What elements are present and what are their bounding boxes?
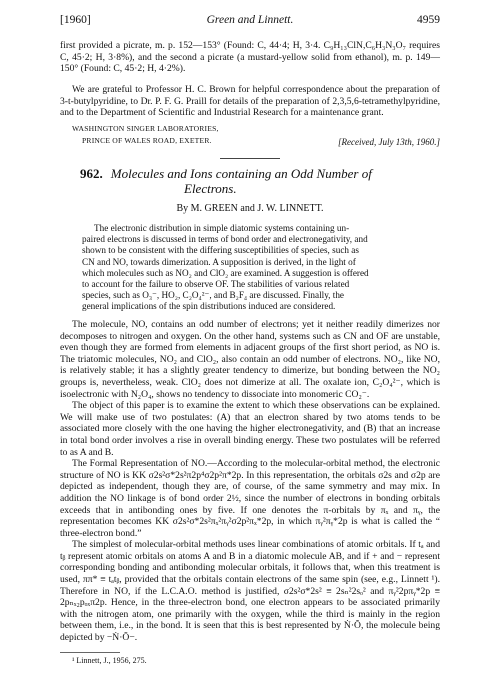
body-text <box>60 319 440 644</box>
body-paragraph: The object of this paper is to examine the extent to which these observations can be explained. We will make use of two postulates: (A) that an electron shared by two atoms tends to be associated more closely with the one having the higher electronegativity, and (B) that an increase in total bond order involves a rise in overall binding energy. These two postulates will be referred to as A and B. <box>60 400 440 458</box>
abstract-line: species, such as O₃⁻, HO₂, C₂O₄²⁻, and B₂F₄ are discussed. Finally, the <box>82 290 345 301</box>
abstract-line: shown to be consistent with the differing susceptibilities of species, such as <box>82 245 359 256</box>
abstract-line: to account for the failure to observe OF. The stabilities of various related <box>82 279 350 290</box>
title-line-2: Electrons. <box>184 181 237 196</box>
abstract-line: which molecules such as NO₂ and ClO₂ are examined. A suggestion is offered <box>82 267 369 278</box>
year-label: [1960] <box>60 14 91 26</box>
abstract-line: paired electrons is discussed in terms of bond order and electronegativity, and <box>82 234 368 245</box>
section-divider <box>220 158 280 159</box>
intro-paragraph: first provided a picrate, m. p. 152—153° (Found: C, 44·4; H, 3·4. C₉H₁₃ClN,C₆H₃N₃O₇ requires C, 45·2; H, 3·8%), and the second a picrate (a mustard-yellow solid from ethanol), m. p. 149—150° (Found: C, 45·2; H, 4·2%). <box>60 40 440 75</box>
address-line-2: PRINCE OF WALES ROAD, EXETER. <box>82 136 212 145</box>
received-date: [Received, July 13th, 1960.] <box>338 137 440 147</box>
abstract <box>82 223 418 313</box>
article-title <box>80 166 420 196</box>
title-line-1: Molecules and Ions containing an Odd Number of <box>110 166 372 181</box>
abstract-line: The electronic distribution in simple diatomic systems containing un- <box>94 223 350 233</box>
footnote-divider <box>60 652 120 653</box>
abstract-line: general implications of the spin distributions induced are considered. <box>82 301 336 312</box>
abstract-line: CN and NO, towards dimerization. A supposition is derived, in the light of <box>82 256 356 267</box>
body-paragraph: The simplest of molecular-orbital methods uses linear combinations of atomic orbitals. If tₐ and tᵦ represent atomic orbitals on atoms A and B in a diatomic molecule AB, and if + and − represent corresponding bonding and antibonding molecular orbitals, it follows that, when this treatment is used, ππ* ≡ tₐtᵦ, provided that the orbitals contain electrons of the same spin (see, e.g., Linnett ¹). Therefore in NO, if the L.C.A.O. method is justified, σ2s²σ*2s² ≡ 2sₙ²2sₒ² and πᵧ²2pπᵧ*2p ≡ 2pₙₓ₂pₒₓπ2p. Hence, in the three-electron bond, one electron appears to be associated primarily with the nitrogen atom, one primarily with the oxygen, while the third is mainly in the region between them, i.e., in the bond. It is seen that this is best represented by Ṅ·Õ, the molecule being depicted by −Ṅ·Õ−. <box>60 539 440 644</box>
author-byline: By M. GREEN and J. W. LINNETT. <box>176 203 324 214</box>
address-line-1: WASHINGTON SINGER LABORATORIES, <box>72 124 219 133</box>
footnote: ¹ Linnett, J., 1956, 275. <box>72 656 147 665</box>
running-authors: Green and Linnett. <box>206 14 294 26</box>
body-paragraph: The Formal Representation of NO.—According to the molecular-orbital method, the electronic structure of NO is KK σ2s²σ*2s²π2p⁴σ2p²π*2p. In this representation, the orbitals σ2s and σ2p are depicted as independent, though they are, of course, of the same symmetry and may mix. In addition the NO linkage is of bond order 2½, since the number of electrons in bonding orbitals exceeds that in antibonding ones by five. If one denotes the π-orbitals by πₓ and πᵧ, the representation becomes KK σ2s²σ*2s²πₓ²πᵧ²σ2p²πₓ*2p, in which πᵧ²πᵧ*2p is what is called the “ three-electron bond.” <box>60 458 440 539</box>
body-paragraph: The molecule, NO, contains an odd number of electrons; yet it neither readily dimerizes nor decomposes to nitrogen and oxygen. On the other hand, systems such as CN and OF are unstable, even though they are formed from elements in adjacent groups of the first short period, as NO is. The triatomic molecules, NO₂ and ClO₂, also contain an odd number of electrons. NO₂, like NO, is relatively stable; it has a slightly greater tendency to dimerize, but bonding between the NO₂ groups is, nevertheless, weak. ClO₂ does not dimerize at all. The oxalate ion, C₂O₄²⁻, which is isoelectronic with N₂O₄, shows no tendency to dissociate into monomeric CO₂⁻. <box>60 319 440 400</box>
article-number: 962. <box>80 166 103 181</box>
acknowledgement-section <box>60 84 440 119</box>
intro-text <box>60 40 440 75</box>
running-header <box>60 14 440 30</box>
page-number: 4959 <box>417 14 440 26</box>
acknowledgement-paragraph: We are grateful to Professor H. C. Brown for helpful correspondence about the preparation of 3-t-butylpyridine, to Dr. P. F. G. Praill for details of the preparation of 2,3,5,6-tetramethylpyridine, and to the Department of Scientific and Industrial Research for a maintenance grant. <box>60 84 440 119</box>
